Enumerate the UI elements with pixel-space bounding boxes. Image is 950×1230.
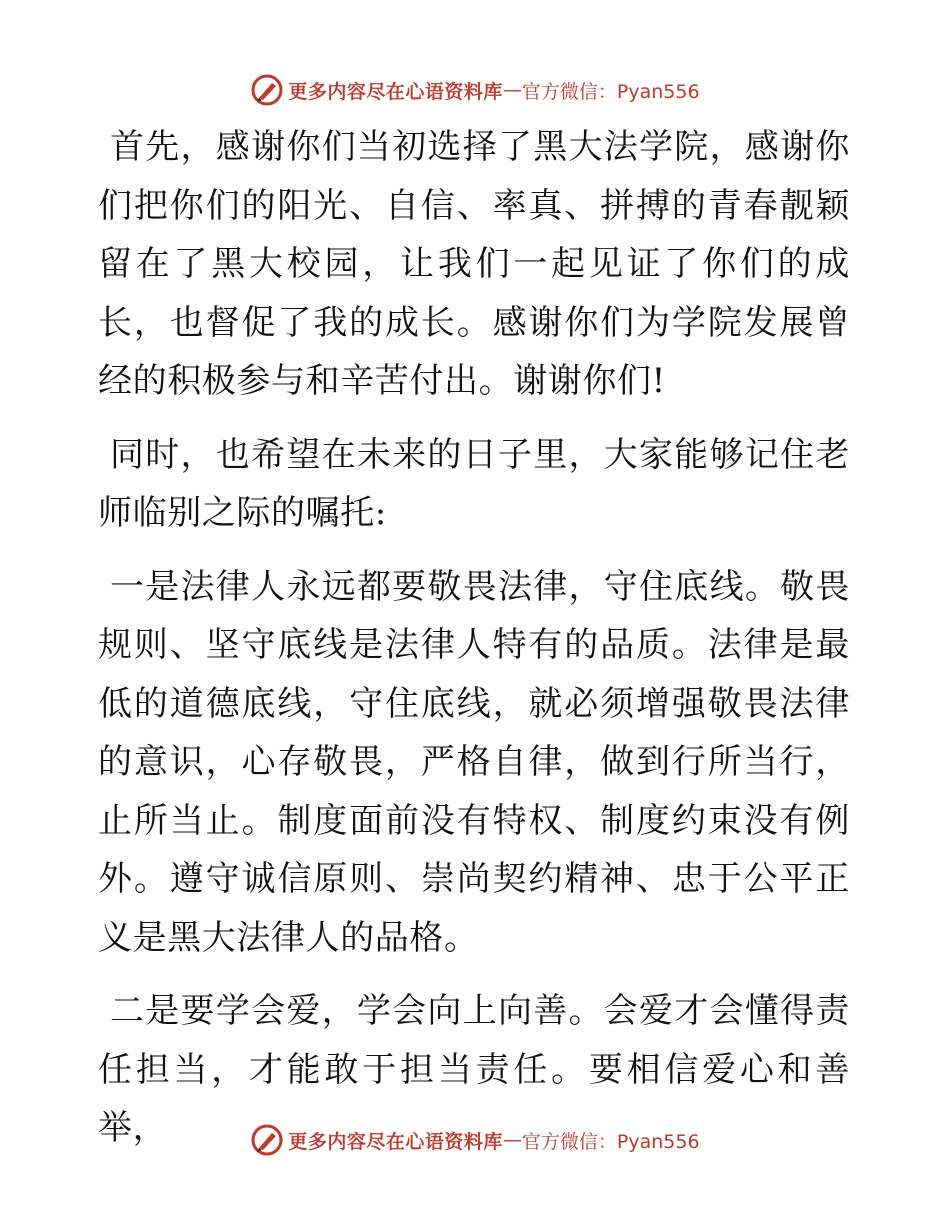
banner-main-text: 更多内容尽在心语资料库 xyxy=(288,1130,503,1153)
paragraph-thanks: 首先，感谢你们当初选择了黑大法学院，感谢你们把你们的阳光、自信、率真、拼搏的青春靓颖留在了黑大校园，让我们一起见证了你们的成长，也督促了我的成长。感谢你们为学院发展曾经的积极参与和辛苦付出。谢谢你们! xyxy=(98,127,850,401)
document-body xyxy=(98,118,850,1173)
paragraph-hope: 同时，也希望在未来的日子里，大家能够记住老师临别之际的嘱托: xyxy=(98,434,850,533)
banner-separator: — xyxy=(502,79,522,101)
paragraph-point-one: 一是法律人永远都要敬畏法律，守住底线。敬畏规则、坚守底线是法律人特有的品质。法律是最低的道德底线，守住底线，就必须增强敬畏法律的意识，心存敬畏，严格自律，做到行所当行，止所当止。制度面前没有特权、制度约束没有例外。遵守诚信原则、崇尚契约精神、忠于公平正义是黑大法律人的品格。 xyxy=(98,566,850,958)
pen-logo-icon xyxy=(250,1123,284,1157)
banner-wechat-text: 官方微信：Pyan556 xyxy=(521,80,700,103)
footer-banner xyxy=(0,1120,950,1160)
header-banner xyxy=(0,70,950,110)
paragraph-point-two: 二是要学会爱，学会向上向善。会爱才会懂得责任担当，才能敢于担当责任。要相信爱心和善举， xyxy=(98,991,850,1148)
banner-main-text: 更多内容尽在心语资料库 xyxy=(288,80,503,103)
banner-wechat-text: 官方微信：Pyan556 xyxy=(521,1130,700,1153)
banner-separator: — xyxy=(502,1129,522,1151)
pen-logo-icon xyxy=(250,73,284,107)
